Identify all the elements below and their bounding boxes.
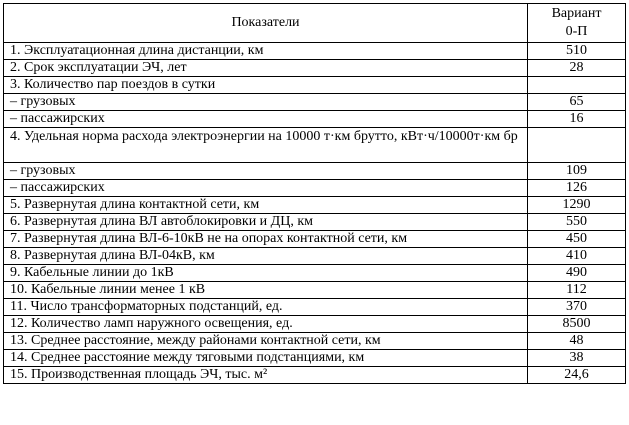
row-label: 14. Среднее расстояние между тяговыми подстанциями, км: [4, 350, 528, 367]
table-row: [4, 163, 626, 180]
row-value: 28: [528, 60, 626, 77]
row-value: 490: [528, 265, 626, 282]
table-row: [4, 316, 626, 333]
table-row: [4, 77, 626, 94]
variant-header: [528, 4, 626, 43]
row-value: 370: [528, 299, 626, 316]
indicators-table: [3, 3, 626, 384]
variant-header-line1: Вариант: [551, 6, 602, 21]
table-row: [4, 128, 626, 163]
row-label: – пассажирских: [4, 111, 528, 128]
variant-header-line2: 0-П: [565, 24, 588, 39]
row-value: 38: [528, 350, 626, 367]
row-label: 15. Производственная площадь ЭЧ, тыс. м²: [4, 367, 528, 384]
row-value: 112: [528, 282, 626, 299]
table-row: [4, 248, 626, 265]
table-row: [4, 367, 626, 384]
row-label: – пассажирских: [4, 180, 528, 197]
row-value: 410: [528, 248, 626, 265]
table-row: [4, 197, 626, 214]
row-label: 5. Развернутая длина контактной сети, км: [4, 197, 528, 214]
row-value: 109: [528, 163, 626, 180]
row-label: 1. Эксплуатационная длина дистанции, км: [4, 43, 528, 60]
row-label: 11. Число трансформаторных подстанций, ед.: [4, 299, 528, 316]
row-value: 65: [528, 94, 626, 111]
table-row: [4, 180, 626, 197]
row-value: [528, 77, 626, 94]
row-label: 12. Количество ламп наружного освещения, ед.: [4, 316, 528, 333]
table-row: [4, 282, 626, 299]
table-row: [4, 43, 626, 60]
table-row: [4, 333, 626, 350]
row-value: 8500: [528, 316, 626, 333]
row-label: 6. Развернутая длина ВЛ автоблокировки и ДЦ, км: [4, 214, 528, 231]
row-value: 510: [528, 43, 626, 60]
row-label: 10. Кабельные линии менее 1 кВ: [4, 282, 528, 299]
table-row: [4, 265, 626, 282]
row-label: 2. Срок эксплуатации ЭЧ, лет: [4, 60, 528, 77]
row-label: 9. Кабельные линии до 1кВ: [4, 265, 528, 282]
row-value: 48: [528, 333, 626, 350]
row-label: – грузовых: [4, 163, 528, 180]
indicators-header: Показатели: [4, 4, 528, 43]
row-value: 1290: [528, 197, 626, 214]
table-row: [4, 94, 626, 111]
table-row: [4, 60, 626, 77]
row-label: 4. Удельная норма расхода электроэнергии на 10000 т·км брутто, кВт·ч/10000т·км бр: [4, 128, 528, 163]
row-value: 550: [528, 214, 626, 231]
row-label: 7. Развернутая длина ВЛ-6-10кВ не на опорах контактной сети, км: [4, 231, 528, 248]
table-row: [4, 214, 626, 231]
row-label: 13. Среднее расстояние, между районами контактной сети, км: [4, 333, 528, 350]
row-label: 3. Количество пар поездов в сутки: [4, 77, 528, 94]
row-value: 126: [528, 180, 626, 197]
row-value: 16: [528, 111, 626, 128]
table-header-row: [4, 4, 626, 43]
row-value: [528, 128, 626, 163]
table-row: [4, 299, 626, 316]
table-row: [4, 111, 626, 128]
row-label: – грузовых: [4, 94, 528, 111]
row-value: 450: [528, 231, 626, 248]
row-value: 24,6: [528, 367, 626, 384]
table-row: [4, 350, 626, 367]
table-row: [4, 231, 626, 248]
row-label: 8. Развернутая длина ВЛ-04кВ, км: [4, 248, 528, 265]
